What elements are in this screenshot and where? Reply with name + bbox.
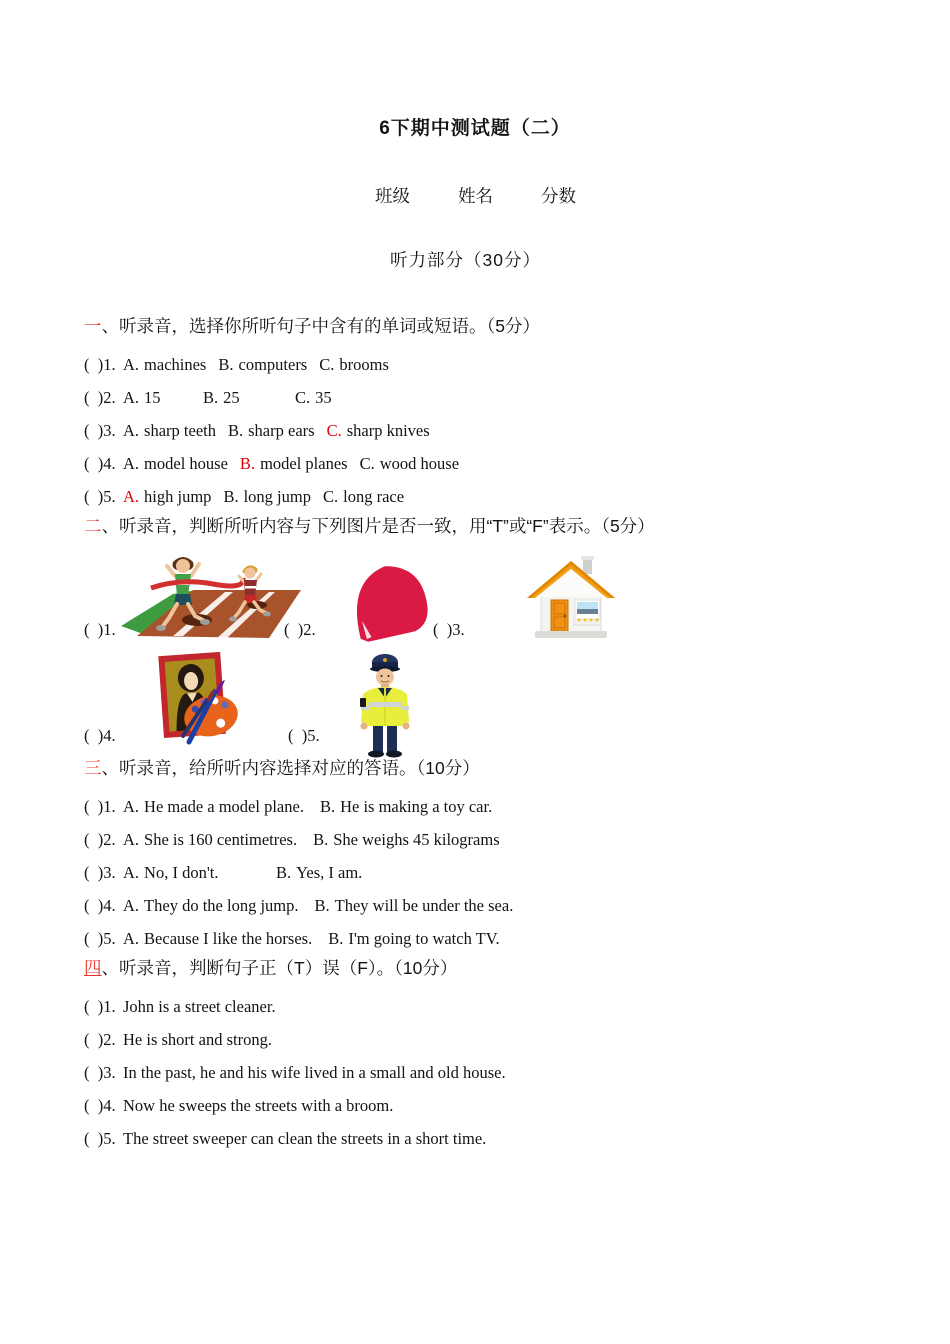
option-c: C. brooms — [319, 354, 389, 374]
section-1-number: 一 — [84, 316, 102, 336]
question-row — [84, 922, 874, 955]
option-a: A. machines — [123, 354, 207, 374]
section-2-number: 二 — [84, 516, 102, 536]
option-c: C. long race — [322, 486, 405, 506]
option-b: B. computers — [218, 354, 308, 374]
answer-blank: ( )3. — [84, 420, 116, 440]
section-1 — [84, 314, 874, 513]
question-row — [84, 447, 874, 480]
section-3 — [84, 756, 874, 955]
picture-3-answer-blank: ( )3. — [433, 620, 465, 639]
question-row — [84, 823, 874, 856]
section-3-title: 、听录音，给所听内容选择对应的答语。（10分） — [101, 758, 480, 778]
question-row — [84, 348, 874, 381]
option-a: A. She is 160 centimetres. — [123, 829, 298, 849]
answer-blank: ( )4. — [84, 895, 116, 915]
answer-blank: ( )5. — [84, 486, 116, 506]
police-officer-image — [357, 650, 413, 758]
option-b: B. They will be under the sea. — [314, 895, 514, 915]
option-b: B. 25 — [203, 387, 240, 407]
question-row — [84, 480, 874, 513]
option-b: B. Yes, I am. — [276, 862, 363, 882]
section-4-number: 四 — [84, 958, 102, 978]
section-4-title: 、听录音，判断句子正（T）误（F）。（10分） — [101, 958, 458, 978]
picture-2-answer-blank: ( )2. — [284, 620, 316, 639]
option-a: A. No, I don't. — [123, 862, 219, 882]
option-a: A. model house — [123, 453, 228, 473]
student-info-fields — [375, 183, 576, 208]
option-c: C. 35 — [295, 387, 332, 407]
question-row — [84, 414, 874, 447]
question-row — [84, 790, 874, 823]
option-c: C. wood house — [359, 453, 460, 473]
answer-blank: ( )4. — [84, 453, 116, 473]
answer-blank: ( )3. — [84, 862, 116, 882]
picture-5-answer-blank: ( )5. — [288, 726, 320, 745]
section-3-number: 三 — [84, 758, 102, 778]
answer-blank: ( )2. — [84, 829, 116, 849]
section-1-heading — [84, 314, 874, 348]
option-a: A. Because I like the horses. — [123, 928, 313, 948]
option-a: A. He made a model plane. — [123, 796, 304, 816]
statement: The street sweeper can clean the streets in a short time. — [123, 1128, 487, 1148]
mona-lisa-painting-image — [149, 648, 246, 745]
answer-blank: ( )2. — [84, 1029, 116, 1049]
option-c: C. sharp knives — [326, 420, 430, 440]
picture-1-answer-blank: ( )1. — [84, 620, 116, 639]
answer-blank: ( )1. — [84, 354, 116, 374]
option-b: B. sharp ears — [227, 420, 315, 440]
option-b: B. He is making a toy car. — [319, 796, 493, 816]
section-2-title: 、听录音，判断所听内容与下列图片是否一致，用“T”或“F”表示。（5分） — [101, 516, 655, 536]
statement: In the past, he and his wife lived in a small and old house. — [123, 1062, 506, 1082]
option-a: A. high jump — [123, 486, 212, 506]
statement: Now he sweeps the streets with a broom. — [123, 1095, 394, 1115]
section-2-heading — [84, 514, 874, 548]
option-b: B. model planes — [239, 453, 348, 473]
option-b: B. She weighs 45 kilograms — [313, 829, 500, 849]
field-class: 班级 — [375, 186, 410, 206]
red-swim-cap-image — [342, 554, 437, 646]
statement: He is short and strong. — [123, 1029, 272, 1049]
answer-blank: ( )1. — [84, 796, 116, 816]
section-4-heading — [84, 956, 874, 990]
question-row — [84, 990, 874, 1023]
listening-part-heading: 听力部分（30分） — [390, 250, 541, 270]
section-1-title: 、听录音，选择你所听句子中含有的单词或短语。（5分） — [101, 316, 540, 336]
answer-blank: ( )5. — [84, 1128, 116, 1148]
page-title: 6下期中测试题（二） — [379, 118, 571, 139]
house-image — [527, 554, 615, 641]
section-4 — [84, 956, 874, 1155]
field-score: 分数 — [541, 186, 576, 206]
answer-blank: ( )3. — [84, 1062, 116, 1082]
question-row — [84, 1122, 874, 1155]
section-3-heading — [84, 756, 874, 790]
answer-blank: ( )2. — [84, 387, 116, 407]
option-b: B. I'm going to watch TV. — [328, 928, 500, 948]
answer-blank: ( )5. — [84, 928, 116, 948]
question-row — [84, 1056, 874, 1089]
field-name: 姓名 — [458, 186, 493, 206]
question-row — [84, 1023, 874, 1056]
picture-4-answer-blank: ( )4. — [84, 726, 116, 745]
question-row — [84, 381, 874, 414]
option-a: A. sharp teeth — [123, 420, 216, 440]
answer-blank: ( )4. — [84, 1095, 116, 1115]
question-row — [84, 889, 874, 922]
option-a: A. They do the long jump. — [123, 895, 299, 915]
question-row — [84, 856, 874, 889]
running-race-image — [121, 550, 301, 638]
question-row — [84, 1089, 874, 1122]
option-b: B. long jump — [223, 486, 311, 506]
statement: John is a street cleaner. — [123, 996, 276, 1016]
option-a: A. 15 — [123, 387, 161, 407]
answer-blank: ( )1. — [84, 996, 116, 1016]
section-2 — [84, 514, 874, 756]
